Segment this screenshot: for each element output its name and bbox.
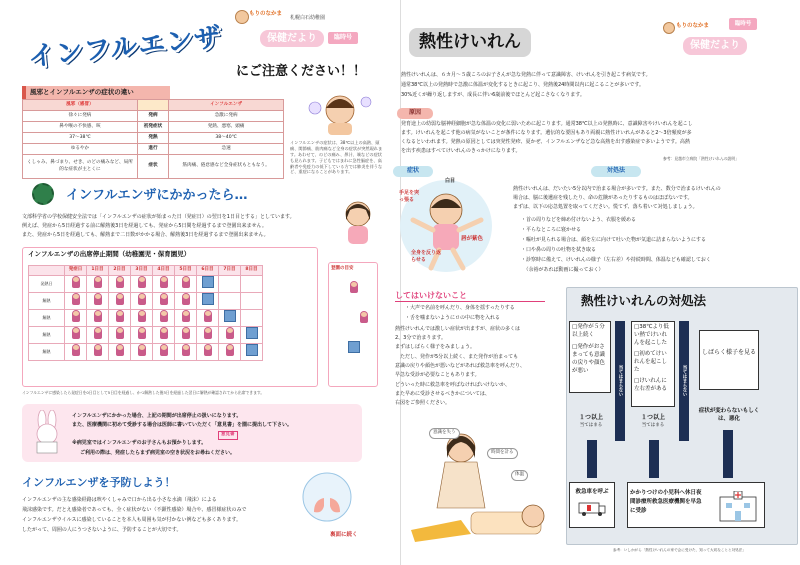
flow-one2-bottom: 当てはまる <box>641 422 665 428</box>
keyword-text: 意見書 <box>221 432 235 437</box>
row-label: 解熱 <box>29 310 65 327</box>
comparison-table <box>22 99 284 179</box>
child-icon <box>182 327 190 339</box>
ng-text-5: 意識の戻りや顔色が悪いなどがあれば救急車を呼んだり、 <box>395 363 526 369</box>
ng-title: してはいけないこと <box>395 291 467 300</box>
logo <box>235 10 285 32</box>
bubble-label-3: 体温 <box>511 470 528 481</box>
child-icon <box>160 293 168 305</box>
school-icon <box>246 344 258 356</box>
table-row <box>23 155 284 179</box>
flow-box2-item2: □初めてけいれんを起こした <box>634 350 668 373</box>
child-icon <box>116 276 124 288</box>
flow-one2-top: １つ以上 <box>640 414 665 421</box>
cause-tag: 原因 <box>397 108 433 119</box>
cause-line-3: くなるといわれます。発熱の原因としては突発性発疹、夏かぜ、インフルエンザなど急な高熱を出す感染症で多いようです。高熱 <box>401 139 690 145</box>
child-icon <box>182 276 190 288</box>
section2-para-3: また、発症から5日を経過しても、解熱まで二日数がかかる場合、解熱後3日を経過するまで登園出来ません。 <box>22 232 269 238</box>
illus-label-body: 全身を反り返らせる <box>411 250 442 263</box>
school-icon <box>224 310 236 322</box>
table-row <box>23 144 284 155</box>
taisho-line-3: まずは、以下の応急処置を取ってください。慌てず、落ち着いて対処しましょう。 <box>513 204 698 210</box>
flow-clinic-label: かかりつけの小児科へ休日夜間診療所救急医療機関を早急に受診 <box>630 490 702 514</box>
cell-right: 急激に発病 <box>169 111 284 122</box>
child-icon <box>138 276 146 288</box>
child-icon <box>116 344 124 356</box>
cell-mid: 発熱 <box>137 133 168 144</box>
flowchart-title: 熱性けいれんの対処法 <box>581 293 707 308</box>
table-row <box>23 133 284 144</box>
flow-ref: 参考：いしかがら「熱性けいれんの家で会に受けた、知って大切なことと対処法」 <box>613 548 746 552</box>
cell-right: 発熱、悪寒、頭痛 <box>169 122 284 133</box>
child-icon <box>138 310 146 322</box>
row-label: 解熱 <box>29 293 65 310</box>
right-logo <box>663 22 713 36</box>
child-icon <box>116 310 124 322</box>
cell-right: 急速 <box>169 144 284 155</box>
flow-box-3 <box>699 330 759 390</box>
intro-line-3: 30%近くが繰り返しますが、成長に伴い6歳前後でほとんど起こさなくなります。 <box>401 92 585 98</box>
ng-text-2: 2、3分で治まります。 <box>395 335 446 341</box>
day-col: 3日目 <box>131 266 153 276</box>
dayori-label <box>260 30 324 47</box>
child-icon <box>226 344 234 356</box>
taisho-item-3: ・嘔吐が見られる場合は、顔を左に向けて吐いた物が気道に詰まらないようにする <box>521 237 707 243</box>
flow-one-1 <box>571 414 611 429</box>
cause-line-2: ます。けいれんを起こす他の病気がないことが条件になります。遺伝的な要因もあり両親に熱性けいれんがあると2～3倍頻度が多 <box>401 130 692 136</box>
ng-text-9: 右図をご参照ください。 <box>395 400 451 406</box>
child-icon <box>204 327 212 339</box>
notice-line-4: ご利用の際は、発症したらまず病児室の空き状況をお尋ねください。 <box>80 450 236 456</box>
row-label: 解熱 <box>29 327 65 344</box>
section2-para-2: 例えば、発症から5日経過する前に解熱後3日を経過しても、発症から5日間を経過するまで登園出来ません。 <box>22 223 267 229</box>
schedule-row <box>29 327 263 344</box>
ng-item-2: ・舌を噛まないようにロの中に物を入れる <box>405 315 501 321</box>
flow-emerg-box <box>569 482 615 528</box>
guide-title: 登園の目安 <box>331 266 354 271</box>
ng-text-1: 熱性けいれんでは激しい症状が出ますが、症状の多くは <box>395 326 521 332</box>
child-icon <box>182 293 190 305</box>
illus-label-white-eyes: 白目 <box>445 178 456 184</box>
illus-label-lips: 唇が紫色 <box>461 236 484 242</box>
taisho-item-1: ・首の周りなどを締め付けないよう、衣服を緩める <box>521 217 637 223</box>
mother-child-illustration <box>401 418 561 546</box>
prevent-para-4: したがって、周囲の人にうつさないように、予防することが大切です。 <box>22 527 182 533</box>
schedule-row <box>29 310 263 327</box>
prevent-para-3: インフルエンザウイルスに感染していることを本人も周囲も気が付かない例なども多くあります。 <box>22 517 242 523</box>
child-icon <box>160 344 168 356</box>
school-name: 札幌白石幼稚園 <box>290 15 326 21</box>
comparison-banner: 風邪とインフルエンザの症状の違い <box>22 86 170 99</box>
day-col: 発症日 <box>65 266 87 276</box>
prevent-para-2: 飛沫感染です。だとえ感染者であっても、全く症状がない（不顕性感染）場合や、感冒様症状のみで <box>22 507 247 513</box>
ng-underline <box>395 301 545 302</box>
notice-line-3: ※病児室ではインフルエンザのお子さんもお預かりします。 <box>72 440 207 446</box>
child-icon <box>138 327 146 339</box>
flow-emerg-label: 救急車を呼ぶ <box>575 489 609 495</box>
caution-heading: にご注意ください！！ <box>236 64 367 79</box>
col-mid <box>137 100 168 111</box>
child-icon <box>94 293 102 305</box>
taisho-item-5: ・診察時に備えて、けいれんの様子（左右差）や持続時間、体温なども確認しておく <box>521 257 711 263</box>
rabbit-illustration <box>30 410 64 454</box>
cell-left: 37～38℃ <box>23 133 138 144</box>
child-icon <box>160 276 168 288</box>
flow-clinic-arrow <box>649 440 659 478</box>
right-title: 熱性けいれん <box>409 28 531 57</box>
section2-para-1: 文部科学省の学校保健安全法では「インフルエンザの症状が始まった日（発症日）の翌日を1日目とする」としています。 <box>22 214 295 220</box>
child-icon <box>72 276 80 288</box>
dayori-text: 保健だより <box>267 33 317 44</box>
ng-text-7: どういった時に救急車を呼ばなければいけないか、 <box>395 382 511 388</box>
flow-clinic-box <box>627 482 765 528</box>
taisho-item-4: ・口や鼻の周りの吐物を拭き取る <box>521 247 597 253</box>
child-icon <box>160 327 168 339</box>
girl-icon <box>338 198 378 246</box>
flow-one1-bottom: 当てはまる <box>579 422 603 428</box>
table-row <box>23 122 284 133</box>
flow-box2-item1: □38℃より低い熱でけいれんを起こした <box>634 324 669 346</box>
character-icon <box>663 22 675 34</box>
intro-line-2: 通常38℃以上の発熱時で急激に体温が変化するときに起こり、発熱後24時間以内に起こることが多いです。 <box>401 82 644 88</box>
ambulance-icon <box>578 500 606 516</box>
child-icon <box>116 293 124 305</box>
cell-mid: 進行 <box>137 144 168 155</box>
issue-badge: 臨時号 <box>328 32 358 44</box>
flow-chg-arrow <box>723 430 733 478</box>
school-icon <box>202 293 214 305</box>
schedule-row <box>29 293 263 310</box>
schedule-row <box>29 344 263 361</box>
day-col: 5日目 <box>175 266 197 276</box>
school-icon <box>246 327 258 339</box>
hospital-icon <box>716 491 760 523</box>
table-row <box>23 111 284 122</box>
flow-box-1 <box>569 321 611 393</box>
sick-child-illustration <box>300 90 380 136</box>
child-icon <box>72 327 80 339</box>
cell-right: 38～40℃ <box>169 133 284 144</box>
flow-emerg-arrow <box>587 440 597 478</box>
schedule-title: インフルエンザの出席停止期間（幼稚園児・保育園児） <box>28 250 191 258</box>
taisho-item-2: ・平らなところに寝かせる <box>521 227 582 233</box>
flow-one-2 <box>633 414 673 429</box>
cell-mid: 発病 <box>137 111 168 122</box>
child-icon <box>72 310 80 322</box>
cause-ref: 参考：見越市立病院「熱性けいれんの説明」 <box>663 156 739 161</box>
right-page <box>395 0 800 565</box>
cell-left: 徐々に発病 <box>23 111 138 122</box>
schedule-corner <box>29 266 65 276</box>
side-note: インフルエンザの症状は、38℃以上の高熱、頭痛、関節痛、筋肉痛など全身の症状が突然現れます。あわせて、のどの痛み、鼻汁、咳などの症状も見られます。子どもではまれに急性脳症を、高齢者や免疫力の低下している方では肺炎を伴うなど、重症になることがあります。 <box>290 140 383 175</box>
prevent-para-1: インフルエンザの主な感染経路は咳やくしゃみで口から出る小さな水滴（飛沫）による <box>22 497 217 503</box>
section-title-if-infected: インフルエンザにかかったら… <box>66 188 248 203</box>
guide-column <box>328 262 378 387</box>
day-col: 7日目 <box>219 266 241 276</box>
intro-line-1: 熱性けいれんは、６カ月～５歳ころのお子さんが急な発熱に伴って意識障害、けいれんを引き起こす病気です。 <box>401 72 651 78</box>
col-flu: インフルエンザ <box>169 100 284 111</box>
flow-chg-label: 症状が変わらないもしくは、悪化 <box>698 408 760 422</box>
day-col: 6日目 <box>197 266 219 276</box>
child-icon <box>94 344 102 356</box>
continue-label: 裏面に続く <box>330 532 358 538</box>
mother-caring-icon <box>401 418 561 546</box>
logo-text: もりのなかま <box>249 11 283 17</box>
child-icon <box>116 327 124 339</box>
cell-left: くしゃみ、鼻づまり、せき、のどの痛みなど、局所的な症状が主とくに <box>23 155 138 179</box>
row-label: 解熱 <box>29 344 65 361</box>
child-icon <box>182 344 190 356</box>
day-col: 2日目 <box>109 266 131 276</box>
ng-text-4: ただし、発作が5分以上続く、また発作が治まっても <box>395 354 519 360</box>
cell-right: 筋肉痛、倦怠感など全身症状もともなう。 <box>169 155 284 179</box>
flow-arrow-1 <box>615 321 625 441</box>
flow-box1-item2: □発作がおさまっても意識の戻りや顔色が悪い <box>572 343 606 374</box>
notice-line-2: また、医療機関に初めて受診する場合は医師に書いていただく「意見書」を園に提出して下さい。 <box>72 422 293 428</box>
notice-line-1: インフルエンザにかかった場合、上記の期間が出席停止の扱いになります。 <box>72 413 242 419</box>
taisho-line-1: 熱性けいれんは、だいたい5分以内で治まる場合が多いです。また、数分で治まるけいれんの <box>513 186 721 192</box>
child-icon <box>138 344 146 356</box>
rabbit-icon <box>30 410 64 454</box>
flow-box1-item1: □発作が５分以上続く <box>572 324 605 338</box>
child-icon <box>138 293 146 305</box>
bubble-label-1: 意識を失う <box>429 428 460 439</box>
cause-line-4: を出す疾患はすべてけいれんのきっかけになります。 <box>401 148 521 154</box>
flow-arrow1-label: 当てはまらない <box>618 365 623 397</box>
child-icon <box>204 344 212 356</box>
ng-text-3: まずはしばらく様子をみましょう。 <box>395 344 476 350</box>
ng-item-1: ・大声で名前を呼んだり、身体を揺すったりする <box>405 305 515 311</box>
cell-left: 鼻や喉の不快感、咳 <box>23 122 138 133</box>
child-icon <box>94 327 102 339</box>
child-icon <box>204 310 212 322</box>
illus-label-limbs: 手足を突っ張る <box>399 190 420 203</box>
taisho-item-6: （余裕があれば動画に撮っておく） <box>521 267 604 273</box>
logo-text: もりのなかま <box>676 23 710 29</box>
flow-box-2 <box>631 321 675 407</box>
child-icon <box>94 310 102 322</box>
child-icon <box>226 327 234 339</box>
page-title: インフルエンザ <box>26 21 224 74</box>
lung-illustration <box>300 470 355 525</box>
schedule-table <box>28 265 263 361</box>
child-icon <box>94 276 102 288</box>
girl-illustration <box>338 198 378 246</box>
taisho-line-2: 場合は、脳に後遺症を残したり、命の危険があったりするものはほぼないです。 <box>513 195 693 201</box>
lungs-icon <box>300 470 355 525</box>
symptom-tag: 症状 <box>393 166 433 177</box>
flow-arrow-2 <box>679 321 689 441</box>
dayori-text: 保健だより <box>690 40 740 51</box>
flow-box2-item3: □けいれんに左右差がある <box>634 377 668 392</box>
child-icon <box>182 310 190 322</box>
child-icon <box>72 344 80 356</box>
taisho-tag: 対処法 <box>591 166 641 177</box>
cell-left: ゆるやか <box>23 144 138 155</box>
right-issue-badge: 臨時号 <box>729 18 757 30</box>
day-col: 8日目 <box>241 266 263 276</box>
ng-text-8: また早めに受診させるべきかについては、 <box>395 391 490 397</box>
right-dayori-label <box>683 37 747 55</box>
day-col: 4日目 <box>153 266 175 276</box>
flow-one1-top: １つ以上 <box>578 414 603 421</box>
col-cold: 風邪（感冒） <box>23 100 138 111</box>
cause-line-1: 発育途上の幼弱な脳神経細胞が急な体温の変化に弱いために起こります。通常38℃以上の発熱時に、意識障害やけいれんを起こし <box>401 121 693 127</box>
notice-keyword <box>218 431 238 440</box>
cell-mid: 初発症状 <box>137 122 168 133</box>
school-icon <box>348 341 360 353</box>
cell-mid: 症状 <box>137 155 168 179</box>
child-icon <box>360 311 368 323</box>
prevent-title: インフルエンザを予防しよう！ <box>22 476 176 489</box>
bubble-label-2: 時間を計る <box>487 448 518 459</box>
character-icon <box>235 10 249 24</box>
virus-icon <box>32 183 54 205</box>
school-icon <box>202 276 214 288</box>
child-icon <box>72 293 80 305</box>
sick-child-icon <box>300 90 380 136</box>
schedule-row <box>29 276 263 293</box>
flow-box3-label: しばらく様子を見る <box>702 349 757 356</box>
flow-arrow2-label: 当てはまらない <box>682 365 687 397</box>
left-page <box>0 0 392 565</box>
child-icon <box>160 310 168 322</box>
day-col: 1日目 <box>87 266 109 276</box>
child-icon <box>350 281 358 293</box>
row-label: 発熱日 <box>29 276 65 293</box>
schedule-note: インフルエンザに感染したら発症日を0日目として5日目を経過し、かつ解熱した後3日を経過した翌日に解熱が確認されてから出席できます。 <box>22 390 265 395</box>
ng-text-6: 早急な受診が必要なこともあります。 <box>395 372 480 378</box>
